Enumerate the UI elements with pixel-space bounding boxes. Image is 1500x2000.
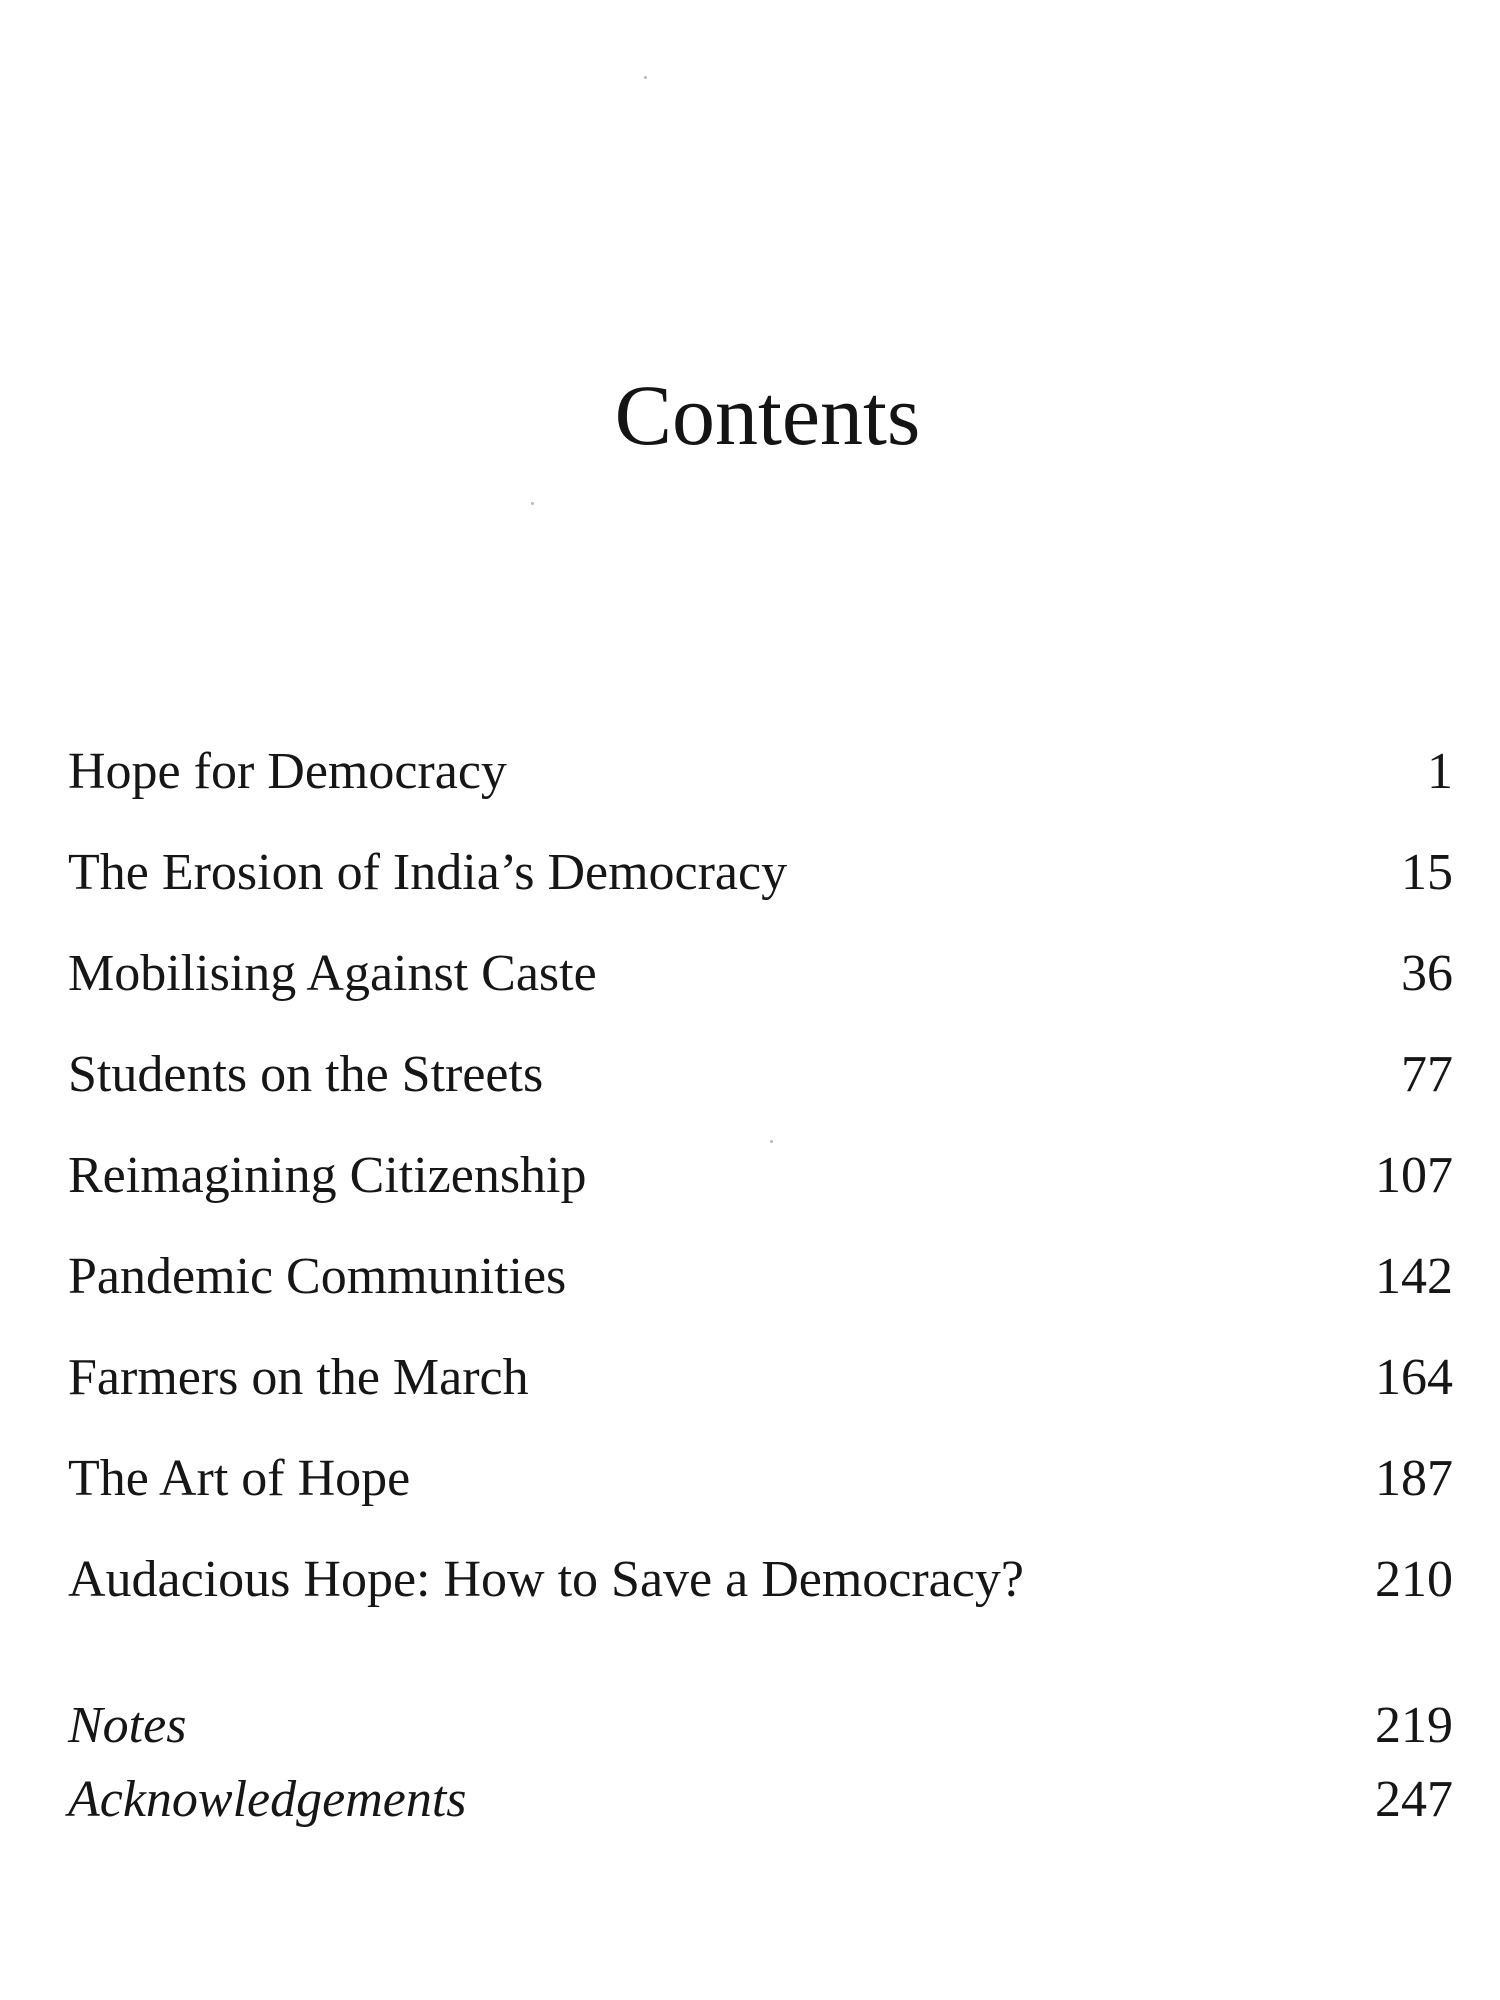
back-matter-entry: [68, 1697, 1453, 1774]
toc-entry: [68, 743, 1453, 847]
toc-entry: [68, 844, 1453, 948]
toc-entry: [68, 1147, 1453, 1251]
page-number: 77: [1401, 1046, 1453, 1103]
page-title: Contents: [614, 367, 921, 463]
page-number: 15: [1401, 844, 1453, 901]
toc-entry: [68, 945, 1453, 1049]
page-number: 164: [1375, 1349, 1453, 1406]
chapter-title: Farmers on the March: [68, 1349, 529, 1406]
chapter-title: The Art of Hope: [68, 1450, 411, 1507]
page-number: 36: [1401, 945, 1453, 1002]
toc-entry: [68, 1046, 1453, 1150]
chapter-title: Students on the Streets: [68, 1046, 544, 1103]
back-matter-list: [68, 1697, 1453, 1848]
chapter-title: Pandemic Communities: [68, 1248, 567, 1305]
back-matter-title: Notes: [68, 1697, 187, 1754]
page-number: 247: [1375, 1771, 1453, 1828]
chapter-title: Audacious Hope: How to Save a Democracy?: [68, 1551, 1024, 1608]
paper-speck: [644, 76, 647, 79]
contents-list: [68, 743, 1453, 1655]
chapter-title: Reimagining Citizenship: [68, 1147, 587, 1204]
toc-entry: [68, 1248, 1453, 1352]
chapter-title: Mobilising Against Caste: [68, 945, 597, 1002]
chapter-title: The Erosion of India’s Democracy: [68, 844, 788, 901]
toc-entry: [68, 1450, 1453, 1554]
page-number: 142: [1375, 1248, 1453, 1305]
page-number: 219: [1375, 1697, 1453, 1754]
paper-speck: [531, 502, 534, 505]
page-number: 187: [1375, 1450, 1453, 1507]
page-number: 107: [1375, 1147, 1453, 1204]
back-matter-title: Acknowledgements: [68, 1771, 467, 1828]
chapter-title: Hope for Democracy: [68, 743, 507, 800]
toc-entry: [68, 1349, 1453, 1453]
toc-entry: [68, 1551, 1453, 1655]
back-matter-entry: [68, 1771, 1453, 1848]
page-number: 1: [1427, 743, 1453, 800]
page-number: 210: [1375, 1551, 1453, 1608]
